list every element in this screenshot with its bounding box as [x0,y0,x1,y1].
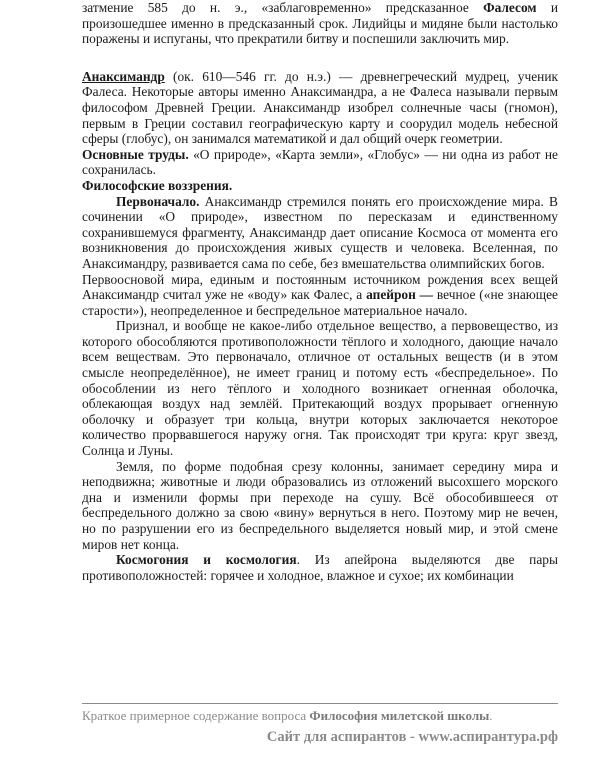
works-paragraph [82,147,558,178]
first-principle-label: Первоначало. [116,193,200,209]
anaximander-paragraph [82,69,558,147]
first-principle-paragraph [82,194,558,272]
page-footer [82,703,558,747]
works-text: «О природе», «Карта земли», «Глобус» — ни одна из работ не сохранилась. [82,146,558,178]
footer-caption: Краткое примерное содержание вопроса Философия милетской школы. [82,708,493,723]
cosmogony-paragraph: Космогония и космология. Из апейрона выделяются две пары противоположностей: горячее и холодное, влажное и сухое; их комбинации [82,552,558,583]
intro-paragraph [82,0,558,47]
document-page [82,0,558,583]
views-heading: Философские воззрения. [82,177,233,193]
earth-paragraph: Земля, по форме подобная срезу колонны, занимает середину мира и неподвижна; животные и люди образовались из отложений высохшего морского дна и изменили формы при переходе на сушу. Всё обособившееся от беспредельного должно за свою «вину» вернуться в него. Поэтому мир не вечен, но по разрушении его из беспредельного выделяется новый мир, и этой смене миров нет конца. [82,458,558,552]
footer-topic: Философия милетской школы [309,708,490,723]
cosmogony-label: Космогония и космология [116,552,297,568]
anaximander-bio: (ок. 610—546 гг. до н.э.) — древнегреческий мудрец, ученик Фалеса. Некоторые авторы именно Анаксимандра, а не Фалеса называли первым философом Древней Греции. Анаксимандр изобрел солнечные часы (гномон), первым в Греции составил географическую карту и соорудил модель небесной сферы (глобус), он занимался математикой и дал общий очерк геометрии. [82,68,558,147]
recognized-paragraph: Признал, и вообще не какое-либо отдельное вещество, а первовещество, из которого обособляются противоположности тёплого и холодного, дающие начало всем веществам. Это первоначало, отличное от остальных веществ (и в этом смысле неопределённое), не имеет границ и потому есть «беспредельное». По обособлении из него тёплого и холодного возникает огненная оболочка, облекающая воздух над землёй. Притекающий воздух прорывает огненную оболочку и образует три кольца, внутри которых заключается некоторое количество прорвавшегося наружу огня. Так происходят три круга: круг звезд, Солнца и Луны. [82,318,558,459]
footer-site: Сайт для аспирантов - www.аспирантура.рф [266,729,558,745]
works-label: Основные труды. [82,146,189,162]
anaximander-name: Анаксимандр [82,68,165,84]
footer-divider [82,703,558,704]
intro-text-2: и произошедшее именно в предсказанный срок. Лидийцы и мидяне были настолько поражены и испуганы, что прекратили битву и поспешили заключить мир. [82,0,558,47]
thales-name: Фалесом [483,0,537,15]
apeiron-paragraph: Первоосновой мира, единым и постоянным источником рождения всех вещей Анаксимандр считал уже не «воду» как Фалес, а апейрон — вечное («не знающее старости»), неопределенное и беспредельное материальное начало. [82,271,559,318]
apeiron-term: апейрон — [366,287,434,303]
intro-text: затмение 585 до н. э., «заблаговременно» предсказанное [82,0,484,15]
first-principle-text: Анаксимандр стремился понять его происхождение мира. В сочинении «О природе», известном по пересказам и единственному сохранившемуся фрагменту, Анаксимандр дает описание Космоса от момента его возникновения до происхождения живых существ и человека. Вселенная, по Анаксимандру, развивается сама по себе, без вмешательства олимпийских богов. [82,193,558,271]
